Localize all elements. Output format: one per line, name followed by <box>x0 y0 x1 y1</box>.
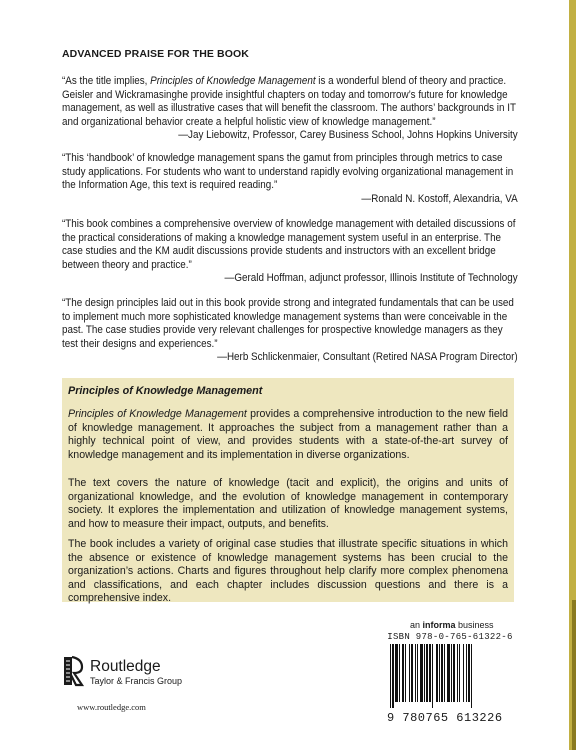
description-paragraph-2: The text covers the nature of knowledge (tacit and explicit), the origins and units of organizational knowledge, and the evolution of knowledge management in contemporary society. It explores the implementation and utilization of knowledge management systems, and how to measure their impact, outputs, and benefits. <box>68 477 508 530</box>
barcode-bar <box>451 644 452 702</box>
quote-text: “This book combines a comprehensive overview of knowledge management with detailed discussions of the practical considerations of making a knowledge management system useful in an enterprise. The case studies and the KM audit discussions provide students and instructors with an excellent bridge between theory and practice.” <box>62 218 516 271</box>
barcode-bar <box>471 644 472 708</box>
routledge-logo-icon <box>62 655 86 692</box>
isbn-label: ISBN 978-0-765-61322-6 <box>387 632 513 642</box>
praise-quote-2 <box>62 152 518 206</box>
informa-suffix: business <box>455 620 494 630</box>
barcode-bar <box>441 644 443 702</box>
quote-text: “The design principles laid out in this book provide strong and integrated fundamentals that can be used to implement much more sophisticated knowledge management systems than were conceivable in the past. The case studies provide very relevant challenges for prospective knowledge managers as they test their designs and experiences.” <box>62 297 514 350</box>
praise-quote-4 <box>62 297 518 365</box>
barcode-bar <box>466 644 467 702</box>
praise-heading: ADVANCED PRAISE FOR THE BOOK <box>62 48 249 60</box>
description-title: Principles of Knowledge Management <box>68 385 263 397</box>
barcode-bar <box>411 644 413 702</box>
barcode-bar <box>468 644 470 702</box>
informa-brand: informa <box>422 620 456 630</box>
barcode-bar <box>429 644 431 702</box>
barcode-bar <box>439 644 440 702</box>
barcode-bar <box>417 644 418 702</box>
informa-prefix: an <box>410 620 423 630</box>
barcode-bar <box>409 644 410 702</box>
quote-text-pre: “As the title implies, <box>62 75 151 87</box>
barcode-bar <box>399 644 400 702</box>
quote-book-title: Principles of Knowledge Management <box>150 75 316 87</box>
barcode-bar <box>420 644 423 702</box>
barcode-bar <box>447 644 450 702</box>
description-book-title: Principles of Knowledge Management <box>68 408 247 420</box>
barcode-bar <box>432 644 433 708</box>
barcode-bar <box>390 644 391 708</box>
barcode-bar <box>426 644 428 702</box>
praise-quote-3 <box>62 218 518 286</box>
praise-quote-1 <box>62 75 518 143</box>
barcode-bar <box>463 644 464 702</box>
barcode-bar <box>457 644 458 702</box>
barcode-digits: 9 780765 613226 <box>387 711 503 725</box>
barcode <box>386 644 514 708</box>
informa-business-tag <box>410 620 494 630</box>
spine-edge-shadow <box>572 600 576 750</box>
barcode-bar <box>392 644 394 708</box>
quote-attribution: —Ronald N. Kostoff, Alexandria, VA <box>361 192 518 205</box>
barcode-bar <box>459 644 460 702</box>
barcode-bar <box>424 644 425 702</box>
publisher-website[interactable]: www.routledge.com <box>77 702 146 712</box>
quote-text: “This ‘handbook’ of knowledge management spans the gamut from principles through metrics to case study applications. For students who want to understand rapidly evolving organizational management in the Information Age, this text is required reading.” <box>62 152 514 192</box>
description-text: provides a comprehensive introduction to the new field of knowledge management. It approaches the subject from a management rather than a highly technical point of view, and provides students with a state-of-the-art survey of knowledge management and its implementation in diverse organizations. <box>68 408 508 461</box>
quote-attribution: —Gerald Hoffman, adjunct professor, Illinois Institute of Technology <box>224 272 518 285</box>
description-paragraph-3: The book includes a variety of original case studies that illustrate specific situations in which the absence or existence of knowledge management systems has been crucial to the organization’s actions. Charts and figures throughout help clarify more complex phenomena and classifications, and each chapter includes discussion questions and there is a comprehensive index. <box>68 538 508 605</box>
description-paragraph-1 <box>68 408 508 462</box>
publisher-group: Taylor & Francis Group <box>90 676 183 686</box>
barcode-bar <box>415 644 416 702</box>
quote-attribution: —Herb Schlickenmaier, Consultant (Retired NASA Program Director) <box>217 351 518 364</box>
barcode-bar <box>395 644 398 702</box>
quote-attribution: —Jay Liebowitz, Professor, Carey Business School, Johns Hopkins University <box>178 129 518 142</box>
barcode-bar <box>402 644 404 702</box>
barcode-bar <box>405 644 406 702</box>
publisher-name: Routledge <box>90 658 161 675</box>
quote-text-post: is a wonderful blend of theory and practice. Geisler and Wickramasinghe provide insightful chapters on today and tomorrow’s future for knowledge management, as well as illustrative cases that will benefit the classroom. The authors’ backgrounds in IT and organizational behavior create a helpful holistic view of knowledge management.” <box>62 75 516 128</box>
barcode-bar <box>453 644 455 702</box>
barcode-bar <box>444 644 445 702</box>
barcode-icon <box>386 644 514 708</box>
barcode-bar <box>436 644 438 702</box>
